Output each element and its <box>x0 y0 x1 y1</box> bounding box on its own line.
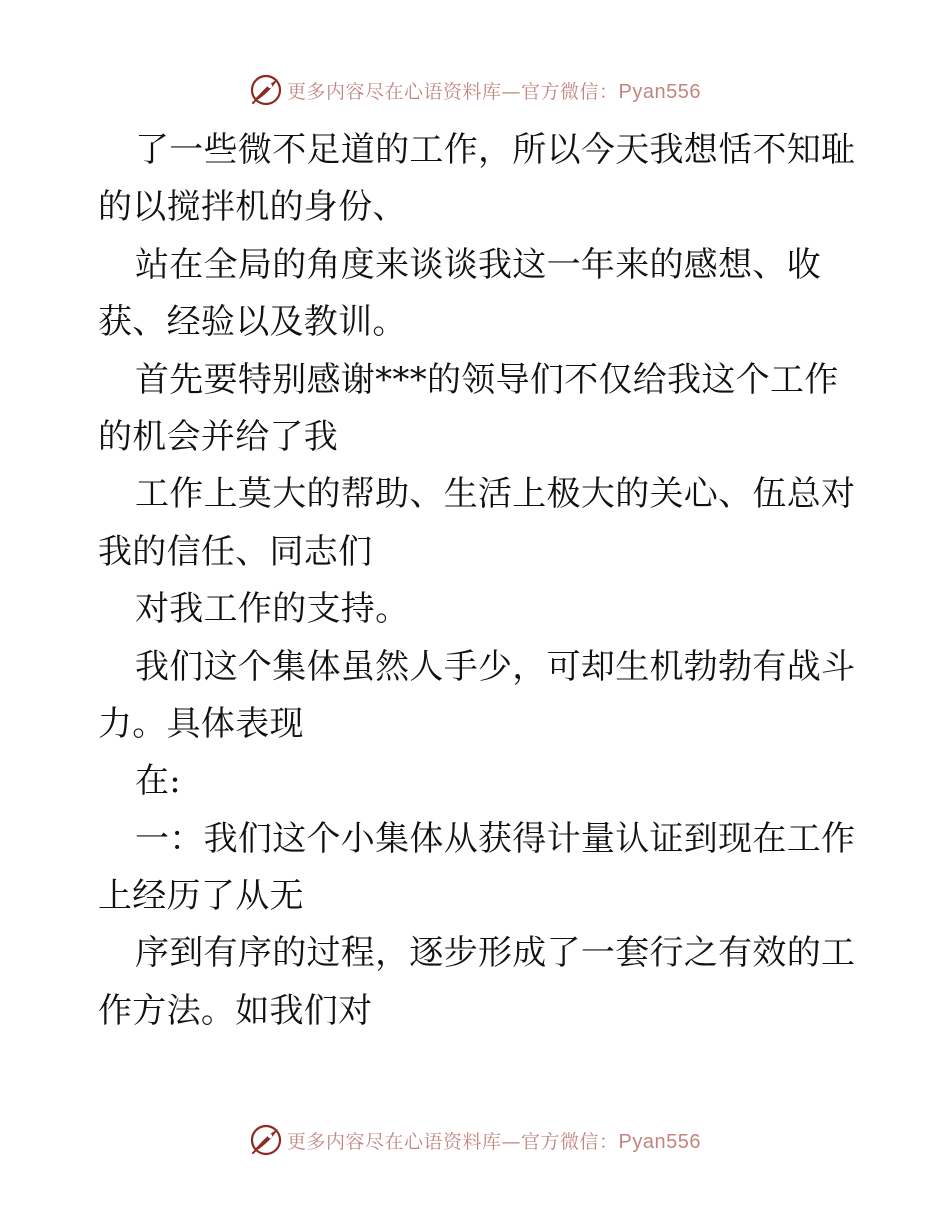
footer-banner-text <box>287 1127 701 1154</box>
feather-pen-logo-icon <box>249 73 283 107</box>
paragraph-line: 了一些微不足道的工作，所以今天我想恬不知耻 <box>135 130 856 170</box>
paragraph-line: 力。具体表现 <box>98 703 304 744</box>
feather-pen-logo-icon <box>249 1123 283 1157</box>
footer-wechat-id: Pyan556 <box>618 1130 701 1153</box>
paragraph-line: 序到有序的过程，逐步形成了一套行之有效的工 <box>135 933 856 974</box>
paragraph-line: 首先要特别感谢***的领导们不仅给我这个工作 <box>135 359 839 400</box>
paragraph-line: 获、经验以及教训。 <box>98 302 407 343</box>
paragraph-line: 的机会并给了我 <box>98 416 339 457</box>
header-banner-text <box>287 77 701 104</box>
paragraph-line: 在: <box>135 761 182 802</box>
paragraph-line: 一：我们这个小集体从获得计量认证到现在工作 <box>135 818 856 859</box>
header-separator: — <box>501 80 522 103</box>
paragraph-line: 站在全局的角度来谈谈我这一年来的感想、收 <box>135 244 821 285</box>
document-body <box>98 122 858 1040</box>
paragraph-line: 我们这个集体虽然人手少，可却生机勃勃有战斗 <box>135 646 856 687</box>
footer-banner <box>0 1120 950 1160</box>
header-site-text: 更多内容尽在心语资料库 <box>287 80 502 103</box>
paragraph-line: 作方法。如我们对 <box>98 990 373 1031</box>
paragraph-line: 上经历了从无 <box>98 876 304 917</box>
header-wechat-label: 官方微信： <box>521 80 619 103</box>
footer-site-text: 更多内容尽在心语资料库 <box>287 1130 502 1153</box>
header-wechat-id: Pyan556 <box>618 80 701 103</box>
footer-separator: — <box>501 1130 522 1153</box>
header-banner <box>0 70 950 110</box>
paragraph-line: 工作上莫大的帮助、生活上极大的关心、伍总对 <box>135 474 856 515</box>
footer-wechat-label: 官方微信： <box>521 1130 619 1153</box>
paragraph-line: 对我工作的支持。 <box>135 589 410 630</box>
paragraph-line: 的以搅拌机的身份、 <box>98 187 407 228</box>
paragraph-line: 我的信任、同志们 <box>98 531 373 572</box>
